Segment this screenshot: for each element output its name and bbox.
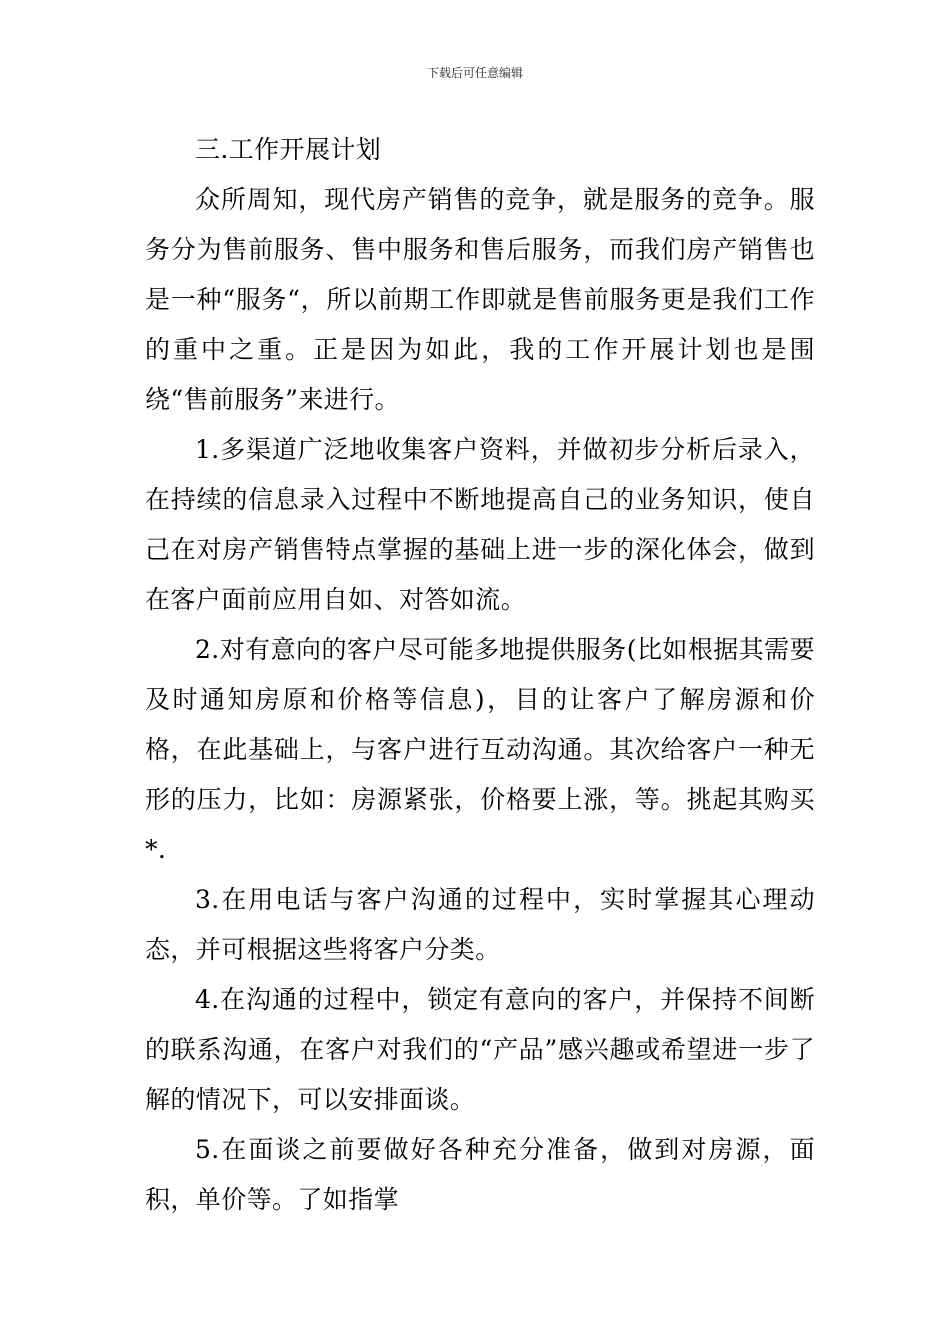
document-body	[145, 125, 815, 1225]
section-heading: 三.工作开展计划	[195, 135, 382, 164]
paragraph-intro: 众所周知，现代房产销售的竞争，就是服务的竞争。服务分为售前服务、售中服务和售后服务，而我们房产销售也是一种“服务“，所以前期工作即就是售前服务更是我们工作的重中之重。正是因为如此，我的工作开展计划也是围绕“售前服务”来进行。	[145, 185, 815, 414]
paragraph-item-1: 1.多渠道广泛地收集客户资料，并做初步分析后录入，在持续的信息录入过程中不断地提高自己的业务知识，使自己在对房产销售特点掌握的基础上进一步的深化体会，做到在客户面前应用自如、对答如流。	[145, 435, 815, 614]
paragraph-item-2: 2.对有意向的客户尽可能多地提供服务(比如根据其需要及时通知房原和价格等信息)，目的让客户了解房源和价格，在此基础上，与客户进行互动沟通。其次给客户一种无形的压力，比如：房源紧张，价格要上涨，等。挑起其购买*.	[145, 635, 815, 864]
page-header: 下载后可任意编辑	[426, 66, 523, 80]
paragraph-item-4: 4.在沟通的过程中，锁定有意向的客户，并保持不间断的联系沟通，在客户对我们的“产品”感兴趣或希望进一步了解的情况下，可以安排面谈。	[145, 985, 815, 1114]
paragraph-item-3: 3.在用电话与客户沟通的过程中，实时掌握其心理动态，并可根据这些将客户分类。	[145, 885, 815, 964]
paragraph-item-5: 5.在面谈之前要做好各种充分准备，做到对房源，面积，单价等。了如指掌	[145, 1135, 815, 1214]
